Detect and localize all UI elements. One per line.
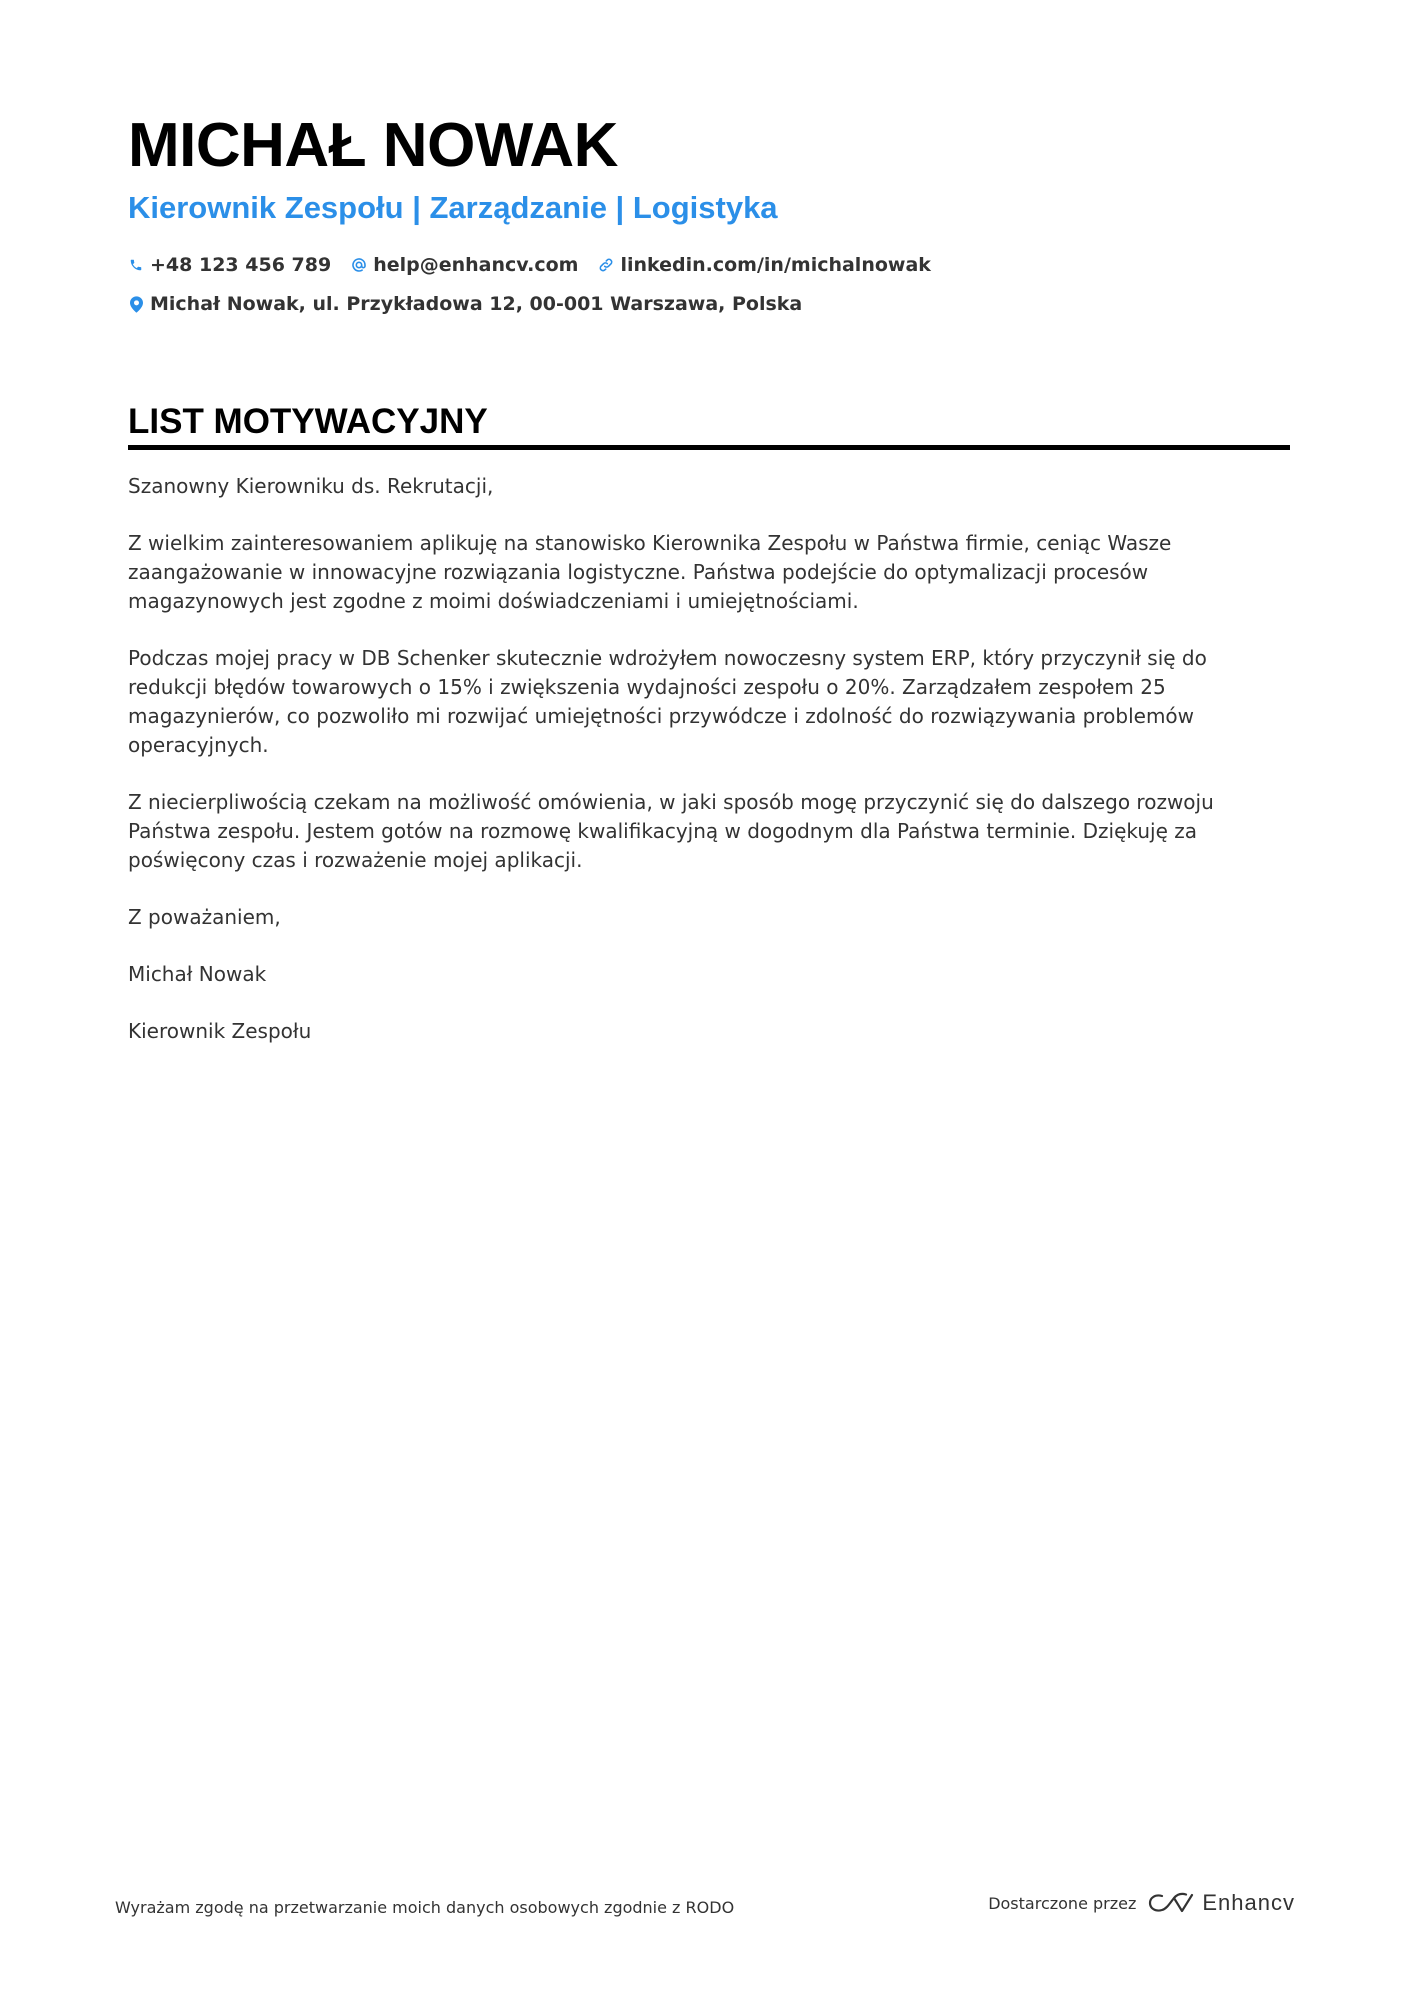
postal-address: Michał Nowak, ul. Przykładowa 12, 00-001 Warszawa, Polska: [150, 293, 803, 315]
link-icon: [598, 255, 614, 275]
phone-number: +48 123 456 789: [150, 254, 332, 276]
linkedin-url[interactable]: linkedin.com/in/michalnowak: [620, 254, 931, 276]
letter-body: [128, 472, 1290, 1046]
job-headline: Kierownik Zespołu | Zarządzanie | Logistyka: [128, 190, 778, 225]
page-footer: [115, 1890, 1295, 1930]
location-pin-icon: [128, 294, 144, 314]
signature-title: Kierownik Zespołu: [128, 1019, 312, 1043]
powered-by: [988, 1890, 1295, 1916]
brand-name: Enhancv: [1202, 1890, 1295, 1915]
section-divider: [128, 445, 1290, 450]
gdpr-consent: Wyrażam zgodę na przetwarzanie moich danych osobowych zgodnie z RODO: [115, 1898, 735, 1917]
contact-address: [128, 293, 802, 315]
contact-row-primary: [128, 250, 1290, 280]
phone-icon: [128, 255, 144, 275]
letter-paragraph-2: Podczas mojej pracy w DB Schenker skutecznie wdrożyłem nowoczesny system ERP, który przyczynił się do redukcji błędów towarowych o 15% i zwiększenia wydajności zespołu o 20%. Zarządzałem zespołem 25 magazynierów, co pozwoliło mi rozwijać umiejętności przywódcze i zdolność do rozwiązywania problemów operacyjnych.: [128, 646, 1207, 757]
letter-closing: Z poważaniem,: [128, 905, 281, 929]
letter-paragraph-3: Z niecierpliwością czekam na możliwość omówienia, w jaki sposób mogę przyczynić się do dalszego rozwoju Państwa zespołu. Jestem gotów na rozmowę kwalifikacyjną w dogodnym dla Państwa terminie. Dziękuję za poświęcony czas i rozważenie mojej aplikacji.: [128, 790, 1214, 872]
letter-paragraph-1: Z wielkim zainteresowaniem aplikuję na stanowisko Kierownika Zespołu w Państwa firmie, ceniąc Wasze zaangażowanie w innowacyjne rozwiązania logistyczne. Państwa podejście do optymalizacji procesów magazynowych jest zgodne z moimi doświadczeniami i umiejętnościami.: [128, 531, 1172, 613]
email-address[interactable]: help@enhancv.com: [373, 254, 579, 276]
applicant-name: MICHAŁ NOWAK: [128, 111, 618, 180]
letter-salutation: Szanowny Kierowniku ds. Rekrutacji,: [128, 474, 494, 498]
contact-info: [128, 250, 1290, 319]
powered-by-label: Dostarczone przez: [988, 1893, 1137, 1913]
contact-email: [351, 254, 578, 276]
signature-name: Michał Nowak: [128, 962, 267, 986]
enhancv-logo-icon: [1148, 1891, 1194, 1915]
contact-phone: [128, 254, 331, 276]
section-title: LIST MOTYWACYJNY: [128, 402, 488, 441]
contact-row-address: [128, 289, 1290, 319]
at-icon: [351, 255, 367, 275]
cover-letter-page: [128, 108, 1290, 1074]
contact-linkedin: [598, 254, 930, 276]
